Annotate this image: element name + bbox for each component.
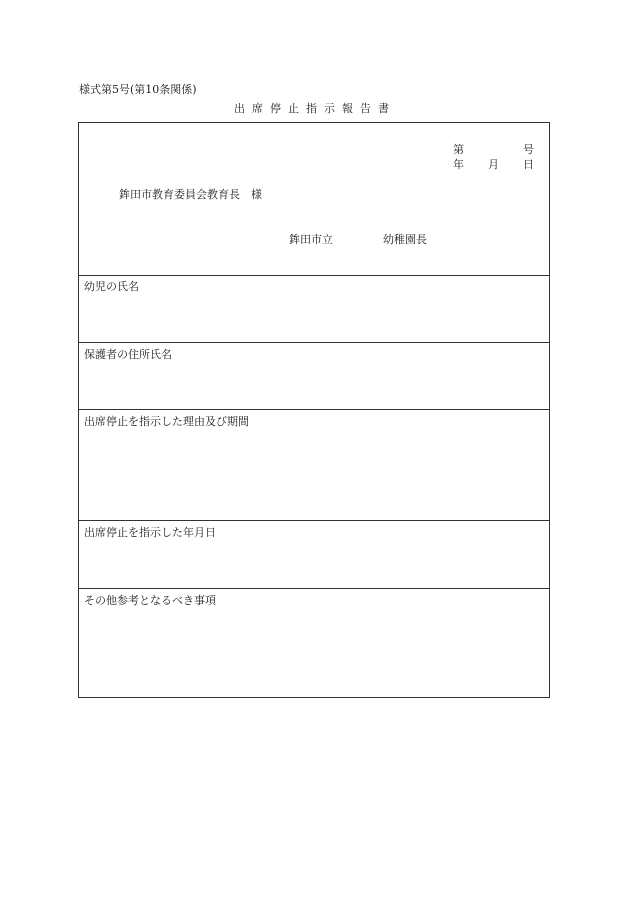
field-label: 幼児の氏名 (84, 280, 139, 293)
field-child-name[interactable] (79, 275, 549, 343)
field-reason-and-period[interactable] (79, 410, 549, 521)
report-form (78, 122, 550, 698)
field-guardian-address-name[interactable] (79, 343, 549, 410)
addressee: 鉾田市教育委員会教育長 様 (119, 188, 262, 201)
field-label: 保護者の住所氏名 (84, 348, 172, 361)
field-instruction-date[interactable] (79, 521, 549, 589)
date-year: 年 (453, 158, 464, 171)
field-other-notes[interactable] (79, 589, 549, 697)
report-header (79, 123, 549, 276)
field-label: 出席停止を指示した年月日 (84, 526, 216, 539)
date-month: 月 (488, 158, 499, 171)
document-title: 出席停止指示報告書 (234, 102, 396, 115)
sender-title: 幼稚園長 (383, 233, 427, 246)
field-label: その他参考となるべき事項 (84, 594, 216, 607)
date-day: 日 (523, 158, 534, 171)
form-number-label: 様式第5号(第10条関係) (79, 83, 197, 96)
field-label: 出席停止を指示した理由及び期間 (84, 415, 249, 428)
number-prefix: 第 (453, 143, 464, 156)
number-suffix: 号 (523, 143, 534, 156)
sender-city: 鉾田市立 (289, 233, 333, 246)
